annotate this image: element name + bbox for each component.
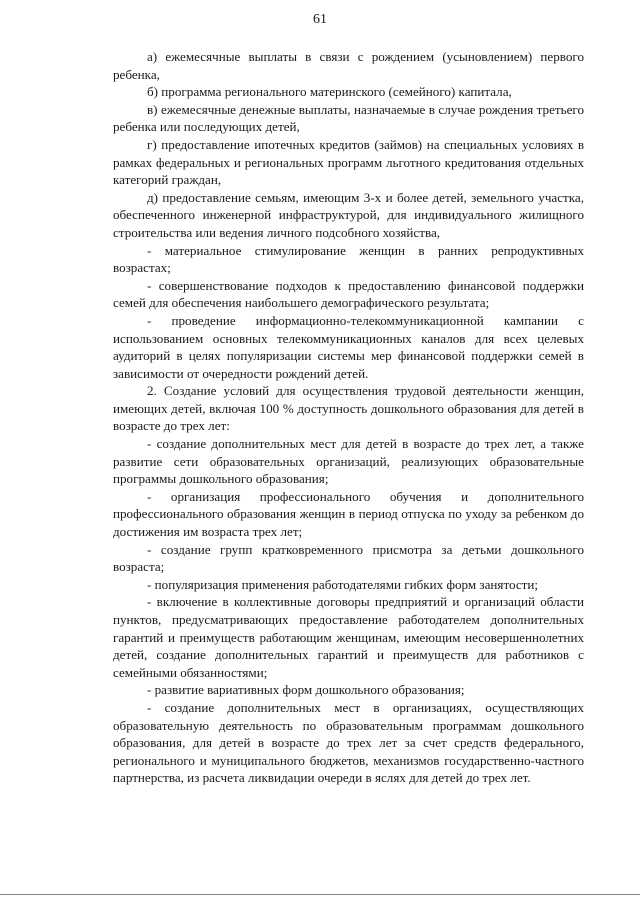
paragraph-2: б) программа регионального материнского (семейного) капитала, bbox=[147, 84, 512, 100]
paragraph-11: - организация профессионального обучения и дополнительного профессионального образования женщин в период отпуска по уходу за ребенком до достижения им возраста трех лет; bbox=[113, 488, 584, 540]
page-number: 61 bbox=[313, 12, 327, 27]
paragraph-8: - проведение информационно-телекоммуникационной кампании с использованием основных телекоммуникационных каналов для всех целевых аудиторий в целях популяризации системы мер финансовой поддержки семей в зависимости от очередности рождений детей. bbox=[113, 312, 584, 381]
paragraph-16: - создание дополнительных мест в организациях, осуществляющих образовательную деятельность по образовательным программам дошкольного образования, для детей в возрасте до трех лет за счет средств федерального, регионального и муниципального бюджетов, механизмов государственно-частного партнерства, из расчета ликвидации очереди в яслях для детей до трех лет. bbox=[113, 699, 584, 786]
paragraph-4: г) предоставление ипотечных кредитов (займов) на специальных условиях в рамках федеральных и региональных программ льготного кредитования отдельных категорий граждан, bbox=[113, 136, 584, 188]
page-bottom-rule bbox=[0, 894, 640, 895]
paragraph-14: - включение в коллективные договоры предприятий и организаций области пунктов, предусматривающих предоставление работодателем дополнительных гарантий и преимуществ работающим женщинам, имеющим несовершеннолетних детей, создание дополнительных гарантий и преимуществ для работников с семейными обязанностями; bbox=[113, 594, 584, 680]
paragraph-1: а) ежемесячные выплаты в связи с рождением (усыновлением) первого ребенка, bbox=[113, 49, 584, 82]
paragraph-10: - создание дополнительных мест для детей в возрасте до трех лет, а также развитие сети образовательных организаций, реализующих образовательные программы дошкольного образования; bbox=[113, 436, 584, 487]
document-body bbox=[113, 48, 584, 787]
paragraph-13: - популяризация применения работодателями гибких форм занятости; bbox=[147, 576, 539, 592]
paragraph-12: - создание групп кратковременного присмотра за детьми дошкольного возраста; bbox=[113, 541, 584, 575]
paragraph-6: - материальное стимулирование женщин в ранних репродуктивных возрастах; bbox=[113, 242, 584, 276]
paragraph-9: 2. Создание условий для осуществления трудовой деятельности женщин, имеющих детей, включая 100 % доступность дошкольного образования для детей в возрасте до трех лет: bbox=[113, 383, 584, 434]
paragraph-7: - совершенствование подходов к предоставлению финансовой поддержки семей для обеспечения наибольшего демографического результата; bbox=[113, 277, 584, 311]
paragraph-15: - развитие вариативных форм дошкольного образования; bbox=[147, 682, 465, 698]
paragraph-5: д) предоставление семьям, имеющим 3-х и более детей, земельного участка, обеспеченного инженерной инфраструктурой, для индивидуального жилищного строительства или ведения личного подсобного хозяйства, bbox=[113, 189, 584, 240]
paragraph-3: в) ежемесячные денежные выплаты, назначаемые в случае рождения третьего ребенка или последующих детей, bbox=[113, 101, 584, 135]
